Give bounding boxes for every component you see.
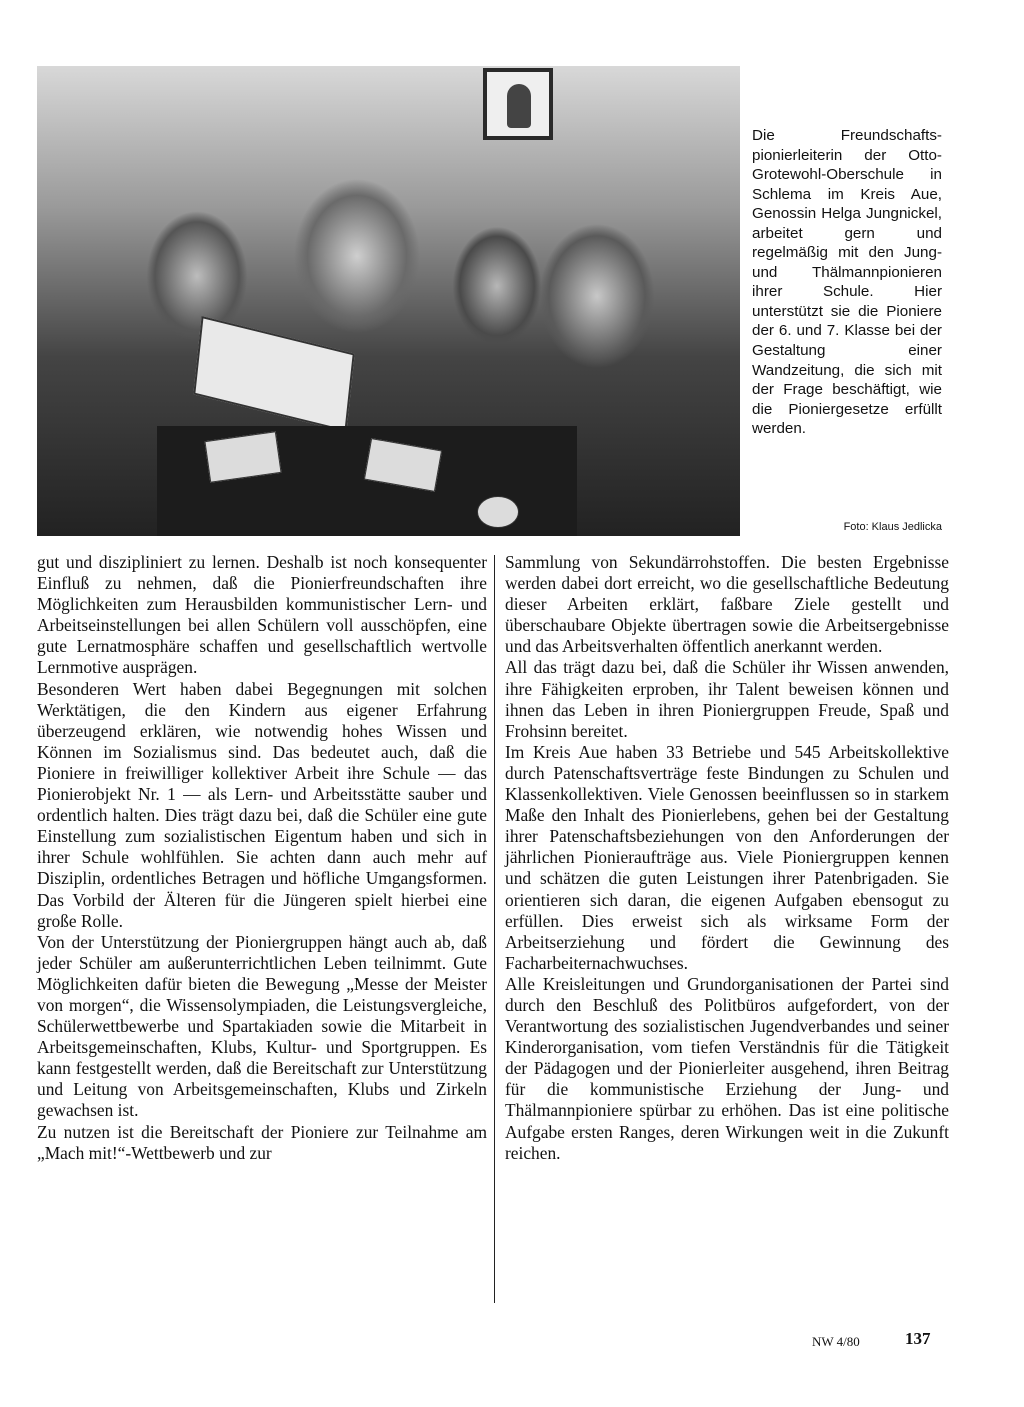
poster-board xyxy=(193,316,355,432)
paragraph: gut und diszipliniert zu lernen. Deshalb ist noch konsequenter Einfluß zu nehmen, daß die Pionierfreundschaften ihre Möglichkeiten zum Herausbilden kommunistischer Lern- und Arbeitseinstellungen bei allen Schülern voll ausschöpfen, eine gute Lernatmosphäre schaffen und gesellschaftlich wertvolle Lernmotive ausprägen. xyxy=(37,552,487,678)
page-number: 137 xyxy=(905,1329,931,1348)
article-photo xyxy=(37,66,740,536)
column-divider xyxy=(494,555,495,1303)
paragraph: Von der Unterstützung der Pioniergruppen hängt auch ab, daß jeder Schüler am außerunterrichtlichen Leben teilnimmt. Gute Möglichkeiten dafür bieten die Bewegung „Messe der Meister von morgen“, die Wissensolympiaden, die Leistungsvergleiche, Schülerwettbewerbe und Spartakiaden sowie die Mitarbeit in Arbeitsgemeinschaften, Klubs, Kultur- und Sportgruppen. Es kann festgestellt werden, daß die Bereitschaft zur Unterstützung und Leitung von Arbeitsgemeinschaften, Klubs und Zirkeln gewachsen ist. xyxy=(37,931,487,1121)
left-column xyxy=(37,552,487,1164)
photo-caption: Die Freundschafts-pionierleiterin der Otto-Grotewohl-Oberschule in Schlema im Kreis Aue, Genossin Helga Jungnickel, arbeitet gern und regelmäßig mit den Jung- und Thälmannpionieren ihrer Schule. Hier unterstützt sie die Pioniere der 6. und 7. Klasse bei der Gestaltung einer Wandzeitung, die sich mit der Frage beschäftigt, wie die Pioniergesetze erfüllt werden. xyxy=(752,127,942,438)
paragraph: Alle Kreisleitungen und Grundorganisationen der Partei sind durch den Beschluß des Politbüros aufgefordert, von der Verantwortung des sozialistischen Jugendverbandes und seiner Kinderorganisation, vom tiefen Verständnis für die Tätigkeit der Pädagogen und der Pionierleiter ausgehend, ihren Beitrag für die kommunistische Erziehung der Jung- und Thälmannpioniere spürbar zu erhöhen. Das ist eine politische Aufgabe ersten Ranges, deren Wirkungen weit in die Zukunft reichen. xyxy=(505,973,949,1163)
right-column xyxy=(505,552,949,1164)
paragraph: Besonderen Wert haben dabei Begegnungen mit solchen Werktätigen, die den Kindern aus eigener Erfahrung überzeugend erklären, wie notwendig hohes Wissen und Können im Sozialismus sind. Das bedeutet auch, daß die Pioniere in freiwilliger kollektiver Arbeit ihre Schule — das Pionierobjekt Nr. 1 — als Lern- und Arbeitsstätte sauber und ordentlich halten. Dies trägt dazu bei, daß die Schüler eine gute Einstellung zum sozialistischen Eigentum haben und sich in ihrer Schule wohlfühlen. Sie achten dann auch mehr auf Disziplin, ordentliches Betragen und höfliche Umgangsformen. Das Vorbild der Älteren für die Jüngeren spielt hierbei eine große Rolle. xyxy=(37,678,487,931)
paragraph: Sammlung von Sekundärrohstoffen. Die besten Ergebnisse werden dabei dort erreicht, wo die gesellschaftliche Bedeutung dieser Arbeiten erklärt, faßbare Ziele gestellt und überschaubare Objekte übertragen sowie die Arbeitsergebnisse und das Arbeitsverhalten öffentlich anerkannt werden. xyxy=(505,552,949,657)
paragraph: Im Kreis Aue haben 33 Betriebe und 545 Arbeitskollektive durch Patenschaftsverträge feste Bindungen zu Schulen und Klassenkollektiven. Viele Genossen beeinflussen so in starkem Maße den Inhalt des Pionierlebens, gehen bei der Gestaltung ihrer Patenschaftsbeziehungen von den Anforderungen der jährlichen Pionieraufträge aus. Viele Pioniergruppen kennen und schätzen die guten Leistungen ihrer Patenbrigaden. Sie orientieren sich daran, die eigenen Aufgaben ebensogut zu erfüllen. Dies erweist sich als wirksame Form der Arbeitserziehung und fördert die Gewinnung des Facharbeiternachwuchses. xyxy=(505,741,949,973)
paper-card xyxy=(477,496,519,528)
paragraph: Zu nutzen ist die Bereitschaft der Pioniere zur Teilnahme am „Mach mit!“-Wettbewerb und zur xyxy=(37,1121,487,1163)
wall-portrait xyxy=(483,68,553,140)
paragraph: All das trägt dazu bei, daß die Schüler ihr Wissen anwenden, ihre Fähigkeiten erproben, ihr Talent beweisen können und ihnen das Leben in ihren Pioniergruppen Freude, Spaß und Frohsinn bereitet. xyxy=(505,657,949,741)
journal-issue: NW 4/80 xyxy=(812,1334,860,1349)
photo-credit: Foto: Klaus Jedlicka xyxy=(843,521,942,533)
